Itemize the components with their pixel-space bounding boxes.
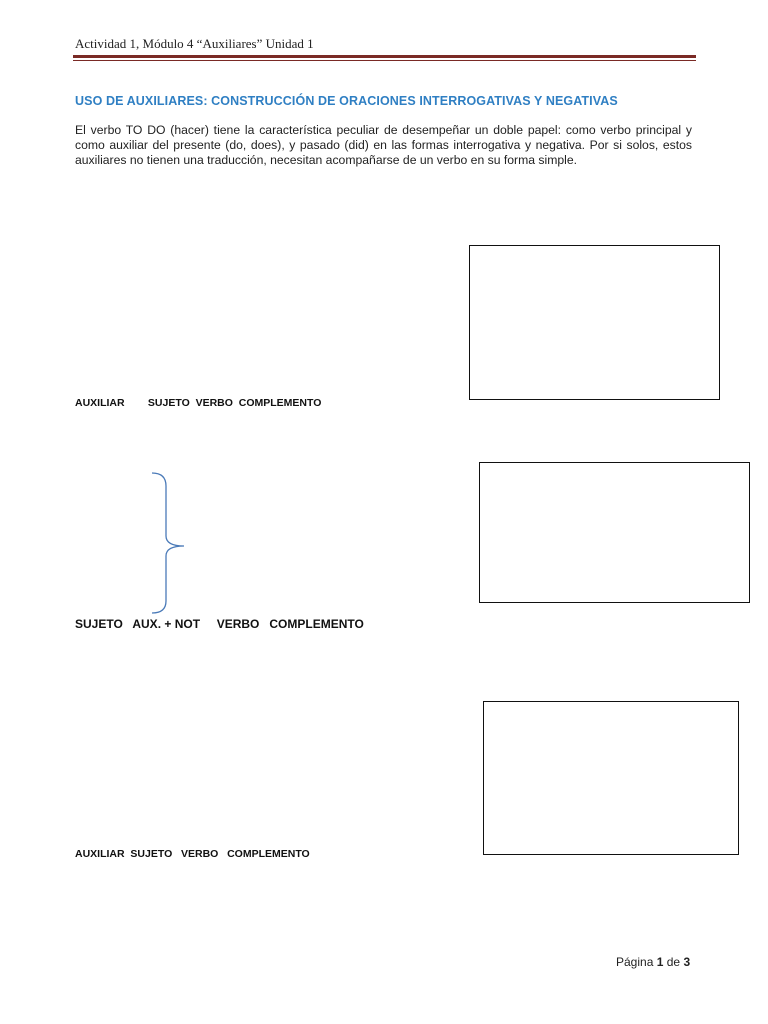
page-of: de <box>666 955 681 969</box>
image-placeholder-2 <box>479 462 750 603</box>
section-heading: USO DE AUXILIARES: CONSTRUCCIÓN DE ORACIONES INTERROGATIVAS Y NEGATIVAS <box>75 94 618 108</box>
interrogative-structure: AUXILIAR SUJETO VERBO COMPLEMENTO <box>75 397 322 409</box>
curly-brace-icon <box>148 470 188 616</box>
interrogative-structure-2: AUXILIAR SUJETO VERBO COMPLEMENTO <box>75 848 310 860</box>
header-rule-thick <box>73 55 696 58</box>
header-title: Actividad 1, Módulo 4 “Auxiliares” Unidad 1 <box>75 36 314 51</box>
page-number <box>616 955 690 969</box>
page-current: 1 <box>656 955 664 969</box>
negative-structure: SUJETO AUX. + NOT VERBO COMPLEMENTO <box>75 617 364 631</box>
page-label: Página <box>616 955 654 969</box>
intro-paragraph: El verbo TO DO (hacer) tiene la característica peculiar de desempeñar un doble papel: como verbo principal y como auxiliar del presente (do, does), y pasado (did) en las formas interrogativa y negativa. Por si solos, estos auxiliares no tienen una traducción, necesitan acompañarse de un verbo en su forma simple. <box>75 123 692 168</box>
image-placeholder-1 <box>469 245 720 400</box>
page-total: 3 <box>683 955 691 969</box>
image-placeholder-3 <box>483 701 739 855</box>
header-rule-thin <box>73 60 696 61</box>
